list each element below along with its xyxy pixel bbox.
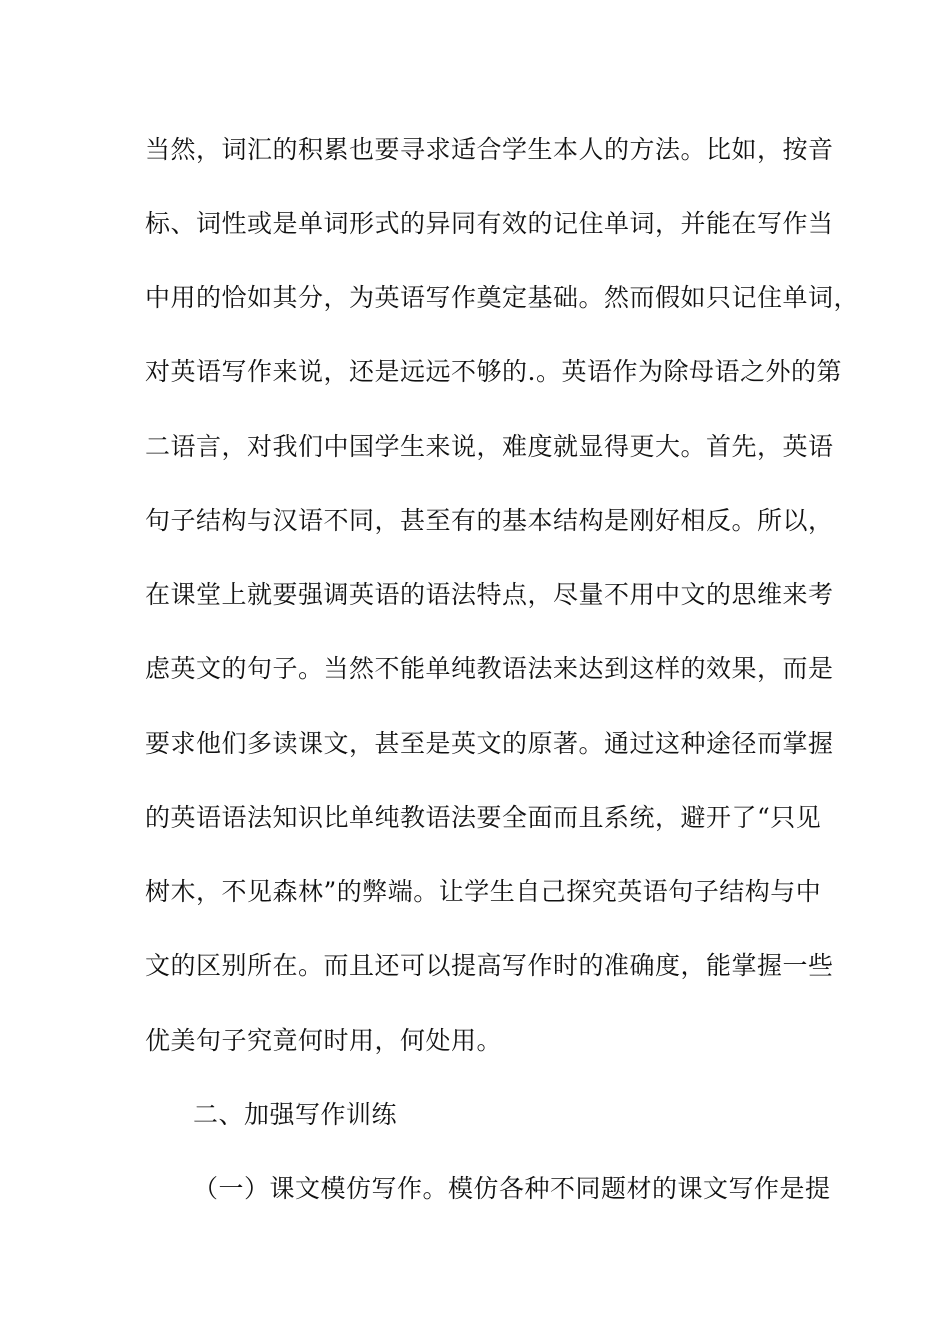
subsection-line: （一）课文模仿写作。模仿各种不同题材的课文写作是提 [193,1174,831,1203]
paragraph-line: 要求他们多读课文，甚至是英文的原著。通过这种途径而掌握 [145,729,834,758]
paragraph-line: 句子结构与汉语不同，甚至有的基本结构是刚好相反。所以， [145,506,834,535]
paragraph-line: 树木，不见森林”的弊端。让学生自己探究英语句子结构与中 [145,877,822,906]
paragraph-line: 对英语写作来说，还是远远不够的.。英语作为除母语之外的第 [145,357,842,386]
paragraph-line: 的英语语法知识比单纯教语法要全面而且系统，避开了“只见 [145,803,822,832]
paragraph-line: 文的区别所在。而且还可以提高写作时的准确度，能掌握一些 [145,951,834,980]
paragraph-line: 当然，词汇的积累也要寻求适合学生本人的方法。比如，按音 [145,135,834,164]
paragraph-line: 中用的恰如其分，为英语写作奠定基础。然而假如只记住单词， [145,283,860,312]
section-heading: 二、加强写作训练 [193,1100,398,1129]
paragraph-line: 标、词性或是单词形式的异同有效的记住单词，并能在写作当 [145,209,834,238]
paragraph-line: 在课堂上就要强调英语的语法特点，尽量不用中文的思维来考 [145,580,834,609]
paragraph-line: 二语言，对我们中国学生来说，难度就显得更大。首先，英语 [145,432,834,461]
paragraph-line: 虑英文的句子。当然不能单纯教语法来达到这样的效果，而是 [145,654,834,683]
paragraph-line: 优美句子究竟何时用，何处用。 [145,1026,503,1055]
